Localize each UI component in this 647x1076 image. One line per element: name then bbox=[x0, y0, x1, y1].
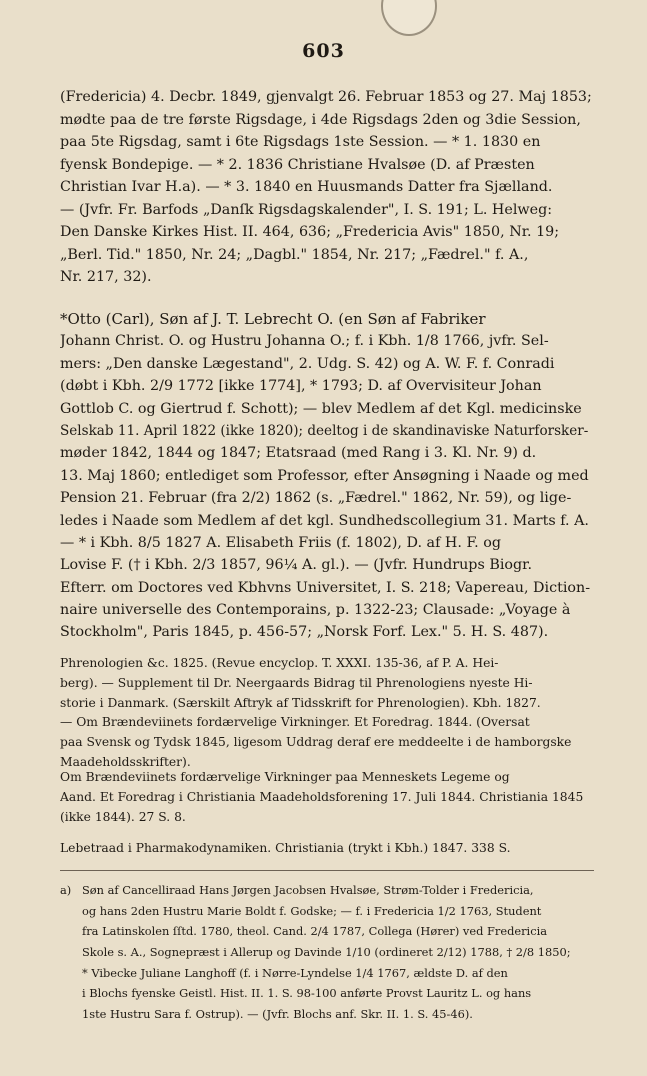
entry-ivar-continuation bbox=[60, 86, 594, 289]
text-line: (døbt i Kbh. 2/9 1772 [ikke 1774], * 1793; D. af Overvisiteur Johan bbox=[60, 378, 542, 395]
text-line: mødte paa de tre første Rigsdage, i 4de Rigsdags 2den og 3die Session, bbox=[60, 111, 581, 128]
footnote-line: i Blochs fyenske Geistl. Hist. II. 1. S. 98-100 anførte Provst Lauritz L. og hans bbox=[82, 986, 532, 1001]
text-line: (ikke 1844). 27 S. 8. bbox=[60, 809, 186, 824]
page-tab-mark bbox=[381, 0, 437, 36]
text-line: paa Svensk og Tydsk 1845, ligesom Uddrag deraf ere meddeelte i de hamborgske bbox=[60, 735, 572, 750]
text-line: Stockholm", Paris 1845, p. 456-57; „Norsk Forf. Lex." 5. H. S. 487). bbox=[60, 624, 549, 641]
entry-heading: *Otto (Carl), Søn af J. T. Lebrecht O. (en Søn af Fabriker bbox=[60, 310, 486, 328]
entry-otto bbox=[60, 308, 594, 644]
text-line: Phrenologien &c. 1825. (Revue encyclop. T. XXXI. 135-36, af P. A. Hei- bbox=[60, 656, 499, 670]
text-line: Pension 21. Februar (fra 2/2) 1862 (s. „Fædrel." 1862, Nr. 59), og lige- bbox=[60, 490, 572, 507]
footnote-line: Skole s. A., Sognepræst i Allerup og Davinde 1/10 (ordineret 2/12) 1788, † 2/8 1850; bbox=[82, 945, 571, 960]
text-line: Christian Ivar H.a). — * 3. 1840 en Huusmands Datter fra Sjælland. bbox=[60, 179, 553, 195]
text-line: ledes i Naade som Medlem af det kgl. Sundhedscollegium 31. Marts f. A. bbox=[60, 512, 589, 529]
text-line: fyensk Bondepige. — * 2. 1836 Christiane Hvalsøe (D. af Præsten bbox=[60, 156, 535, 173]
works-list-3 bbox=[60, 838, 594, 858]
page-number: 603 bbox=[302, 40, 345, 62]
text-line: Nr. 217, 32). bbox=[60, 269, 152, 285]
text-line: paa 5te Rigsdag, samt i 6te Rigsdags 1ste Session. — * 1. 1830 en bbox=[60, 134, 541, 150]
footnote-line: 1ste Hustru Sara f. Ostrup). — (Jvfr. Blochs anf. Skr. II. 1. S. 45-46). bbox=[82, 1007, 473, 1022]
footnote-line bbox=[60, 880, 594, 901]
footnote-divider bbox=[60, 870, 594, 871]
footnote-marker: a) bbox=[60, 883, 72, 897]
text-line: 13. Maj 1860; entlediget som Professor, efter Ansøgning i Naade og med bbox=[60, 467, 589, 484]
works-list-2 bbox=[60, 768, 594, 827]
text-line: Selskab 11. April 1822 (ikke 1820); deeltog i de skandinaviske Naturforsker- bbox=[60, 422, 589, 439]
text-line: storie i Danmark. (Særskilt Aftryk af Tidsskrift for Phrenologien). Kbh. 1827. bbox=[60, 695, 541, 710]
text-line: Aand. Et Foredrag i Christiania Maadeholdsforening 17. Juli 1844. Christiania 1845 bbox=[60, 789, 584, 804]
footnote-line: * Vibecke Juliane Langhoff (f. i Nørre-Lyndelse 1/4 1767, ældste D. af den bbox=[82, 965, 508, 980]
text-line: Johann Christ. O. og Hustru Johanna O.; f. i Kbh. 1/8 1766, jvfr. Sel- bbox=[60, 333, 549, 350]
text-line: Lebetraad i Pharmakodynamiken. Christiania (trykt i Kbh.) 1847. 338 S. bbox=[60, 841, 511, 855]
footnote-text: Søn af Cancelliraad Hans Jørgen Jacobsen Hvalsøe, Strøm-Tolder i Fredericia, bbox=[82, 883, 534, 897]
text-line: Om Brændeviinets fordærvelige Virkninger paa Menneskets Legeme og bbox=[60, 770, 510, 784]
footnote bbox=[60, 880, 594, 1025]
text-line: „Berl. Tid." 1850, Nr. 24; „Dagbl." 1854, Nr. 217; „Fædrel." f. A., bbox=[60, 246, 529, 263]
text-line: — Om Brændeviinets fordærvelige Virkninger. Et Foredrag. 1844. (Oversat bbox=[60, 715, 530, 730]
text-line: Gottlob C. og Giertrud f. Schott); — blev Medlem af det Kgl. medicinske bbox=[60, 400, 582, 417]
text-line: — * i Kbh. 8/5 1827 A. Elisabeth Friis (f. 1802), D. af H. F. og bbox=[60, 534, 502, 551]
text-line: naire universelle des Contemporains, p. 1322-23; Clausade: „Voyage à bbox=[60, 602, 571, 619]
text-line: mers: „Den danske Lægestand", 2. Udg. S. 42) og A. W. F. f. Conradi bbox=[60, 355, 555, 372]
text-line: — (Jvfr. Fr. Barfods „Danſk Rigsdagskalender", I. S. 191; L. Helweg: bbox=[60, 201, 553, 218]
text-line: Den Danske Kirkes Hist. II. 464, 636; „Fredericia Avis" 1850, Nr. 19; bbox=[60, 224, 560, 240]
text-line: Lovise F. († i Kbh. 2/3 1857, 96¼ A. gl.). — (Jvfr. Hundrups Biogr. bbox=[60, 557, 532, 574]
footnote-line: og hans 2den Hustru Marie Boldt f. Godske; — f. i Fredericia 1/2 1763, Student bbox=[82, 903, 542, 918]
works-list-1 bbox=[60, 654, 594, 773]
text-line: møder 1842, 1844 og 1847; Etatsraad (med Rang i 3. Kl. Nr. 9) d. bbox=[60, 445, 537, 462]
text-line: berg). — Supplement til Dr. Neergaards Bidrag til Phrenologiens nyeste Hi- bbox=[60, 675, 533, 690]
text-line: Efterr. om Doctores ved Kbhvns Universitet, I. S. 218; Vapereau, Diction- bbox=[60, 579, 591, 596]
footnote-line: fra Latinskolen ſſtd. 1780, theol. Cand. 2/4 1787, Collega (Hører) ved Fredericia bbox=[82, 924, 548, 939]
text-line: (Fredericia) 4. Decbr. 1849, gjenvalgt 26. Februar 1853 og 27. Maj 1853; bbox=[60, 89, 592, 105]
text-line: Maadeholdsskrifter). bbox=[60, 754, 191, 769]
